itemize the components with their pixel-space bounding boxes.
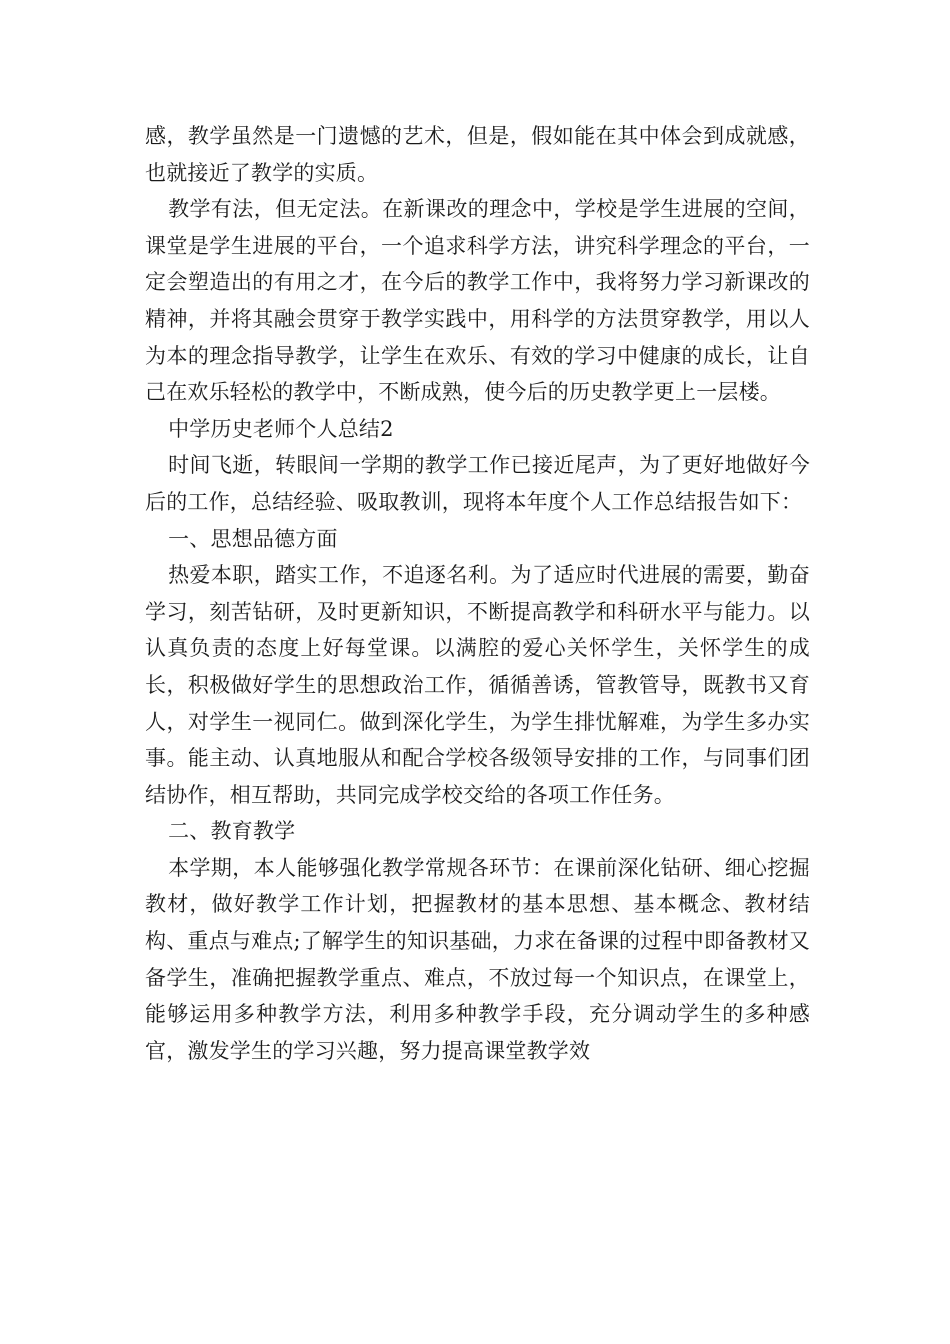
subheading-1: 一、思想品德方面 — [168, 526, 338, 551]
section-title: 中学历史老师个人总结2 — [168, 416, 394, 441]
document-body — [145, 118, 810, 1069]
paragraph-4: 热爱本职，踏实工作，不追逐名利。为了适应时代进展的需要，勤奋学习，刻苦钻研，及时更新知识，不断提高教学和科研水平与能力。以认真负责的态度上好每堂课。以满腔的爱心关怀学生，关怀学生的成长，积极做好学生的思想政治工作，循循善诱，管教管导，既教书又育人，对学生一视同仁。做到深化学生，为学生排忧解难，为学生多办实事。能主动、认真地服从和配合学校各级领导安排的工作，与同事们团结协作，相互帮助，共同完成学校交给的各项工作任务。 — [145, 563, 810, 807]
paragraph-3: 时间飞逝，转眼间一学期的教学工作已接近尾声，为了更好地做好今后的工作，总结经验、吸取教训，现将本年度个人工作总结报告如下： — [145, 453, 810, 514]
paragraph-2: 教学有法，但无定法。在新课改的理念中，学校是学生进展的空间，课堂是学生进展的平台，一个追求科学方法，讲究科学理念的平台，一定会塑造出的有用之才，在今后的教学工作中，我将努力学习新课改的精神，并将其融会贯穿于教学实践中，用科学的方法贯穿教学，用以人为本的理念指导教学，让学生在欢乐、有效的学习中健康的成长，让自己在欢乐轻松的教学中，不断成熟，使今后的历史教学更上一层楼。 — [145, 197, 810, 405]
subheading-2: 二、教育教学 — [168, 819, 296, 844]
paragraph-1: 感，教学虽然是一门遗憾的艺术，但是，假如能在其中体会到成就感，也就接近了教学的实质。 — [145, 124, 810, 185]
paragraph-5: 本学期，本人能够强化教学常规各环节：在课前深化钻研、细心挖掘教材，做好教学工作计划，把握教材的基本思想、基本概念、教材结构、重点与难点;了解学生的知识基础，力求在备课的过程中即备教材又备学生，准确把握教学重点、难点，不放过每一个知识点，在课堂上，能够运用多种教学方法，利用多种教学手段，充分调动学生的多种感官，激发学生的学习兴趣，努力提高课堂教学效 — [145, 855, 810, 1063]
